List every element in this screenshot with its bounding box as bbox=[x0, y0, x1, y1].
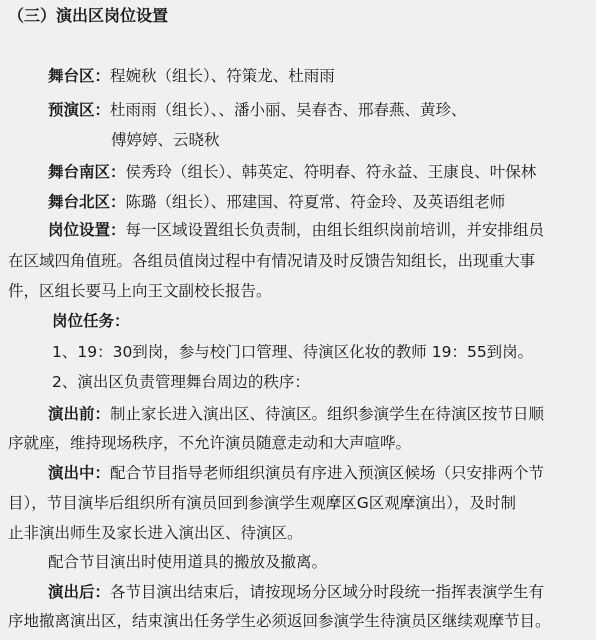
during-show-label: 演出中： bbox=[48, 464, 111, 482]
stage-south-label: 舞台南区： bbox=[48, 163, 126, 181]
after-show-text-2: 序地撤离演出区，结束演出任务学生必须返回参演学生待演员区继续观摩节目。 bbox=[8, 612, 551, 630]
post-setting-line bbox=[48, 220, 544, 240]
stage-south-line bbox=[48, 162, 536, 182]
prep-area-label: 预演区： bbox=[48, 101, 111, 119]
before-show-text-2: 序就座，维持现场秩序，不允许演员随意走动和大声喧哗。 bbox=[8, 434, 412, 452]
stage-north-members: 陈璐（组长）、邢建国、符夏常、符金玲、及英语组老师 bbox=[125, 193, 506, 211]
stage-area-label: 舞台区： bbox=[48, 67, 111, 85]
before-show-line bbox=[48, 404, 544, 424]
after-show-label: 演出后： bbox=[48, 583, 111, 601]
during-show-text-3: 止非演出师生及家长进入演出区、待演区。 bbox=[8, 524, 303, 542]
after-show-text-1: 各节目演出结束后，请按现场分区域分时段统一指挥表演学生有 bbox=[110, 583, 545, 601]
after-show-line bbox=[48, 582, 544, 602]
post-setting-text-3: 件，区组长要马上向王文副校长报告。 bbox=[8, 282, 272, 300]
post-tasks-label: 岗位任务： bbox=[52, 312, 130, 330]
stage-south-members: 侯秀玲（组长）、韩英定、符明春、符永益、王康良、叶保林 bbox=[125, 163, 537, 181]
prep-area-line bbox=[48, 100, 467, 120]
prep-area-members: 杜雨雨（组长）、、潘小丽、吴春杏、邢春燕、黄珍、 bbox=[110, 101, 467, 119]
during-show-line bbox=[48, 463, 544, 483]
post-setting-text-2: 在区域四角值班。各组员值岗过程中有情况请及时反馈告知组长，出现重大事 bbox=[8, 252, 536, 270]
stage-area-members: 程婉秋（组长）、符策龙、杜雨雨 bbox=[110, 67, 335, 85]
post-setting-text-1: 每一区域设置组长负责制，由组长组织岗前培训，并安排组员 bbox=[125, 221, 545, 239]
task-item-1: 1、19：30到岗，参与校门口管理、待演区化妆的教师 19：55到岗。 bbox=[52, 343, 534, 361]
before-show-text-1: 制止家长进入演出区、待演区。组织参演学生在待演区按节日顺 bbox=[110, 405, 545, 423]
section-heading: （三）演出区岗位设置 bbox=[8, 6, 169, 25]
during-show-text-2: 目），节目演毕后组织所有演员回到参演学生观摩区G区观摩演出），及时制 bbox=[8, 494, 517, 512]
during-show-text-1: 配合节目指导老师组织演员有序进入预演区候场（只安排两个节 bbox=[110, 464, 545, 482]
during-show-text-4: 配合节目演出时使用道具的搬放及撤离。 bbox=[48, 553, 328, 571]
stage-area-line bbox=[48, 66, 335, 86]
stage-north-line bbox=[48, 192, 505, 212]
prep-area-members-cont: 傅婷婷、云晓秋 bbox=[111, 131, 220, 149]
stage-north-label: 舞台北区： bbox=[48, 193, 126, 211]
post-setting-label: 岗位设置： bbox=[48, 221, 126, 239]
task-item-2: 2、演出区负责管理舞台周边的秩序： bbox=[52, 373, 310, 391]
before-show-label: 演出前： bbox=[48, 405, 111, 423]
